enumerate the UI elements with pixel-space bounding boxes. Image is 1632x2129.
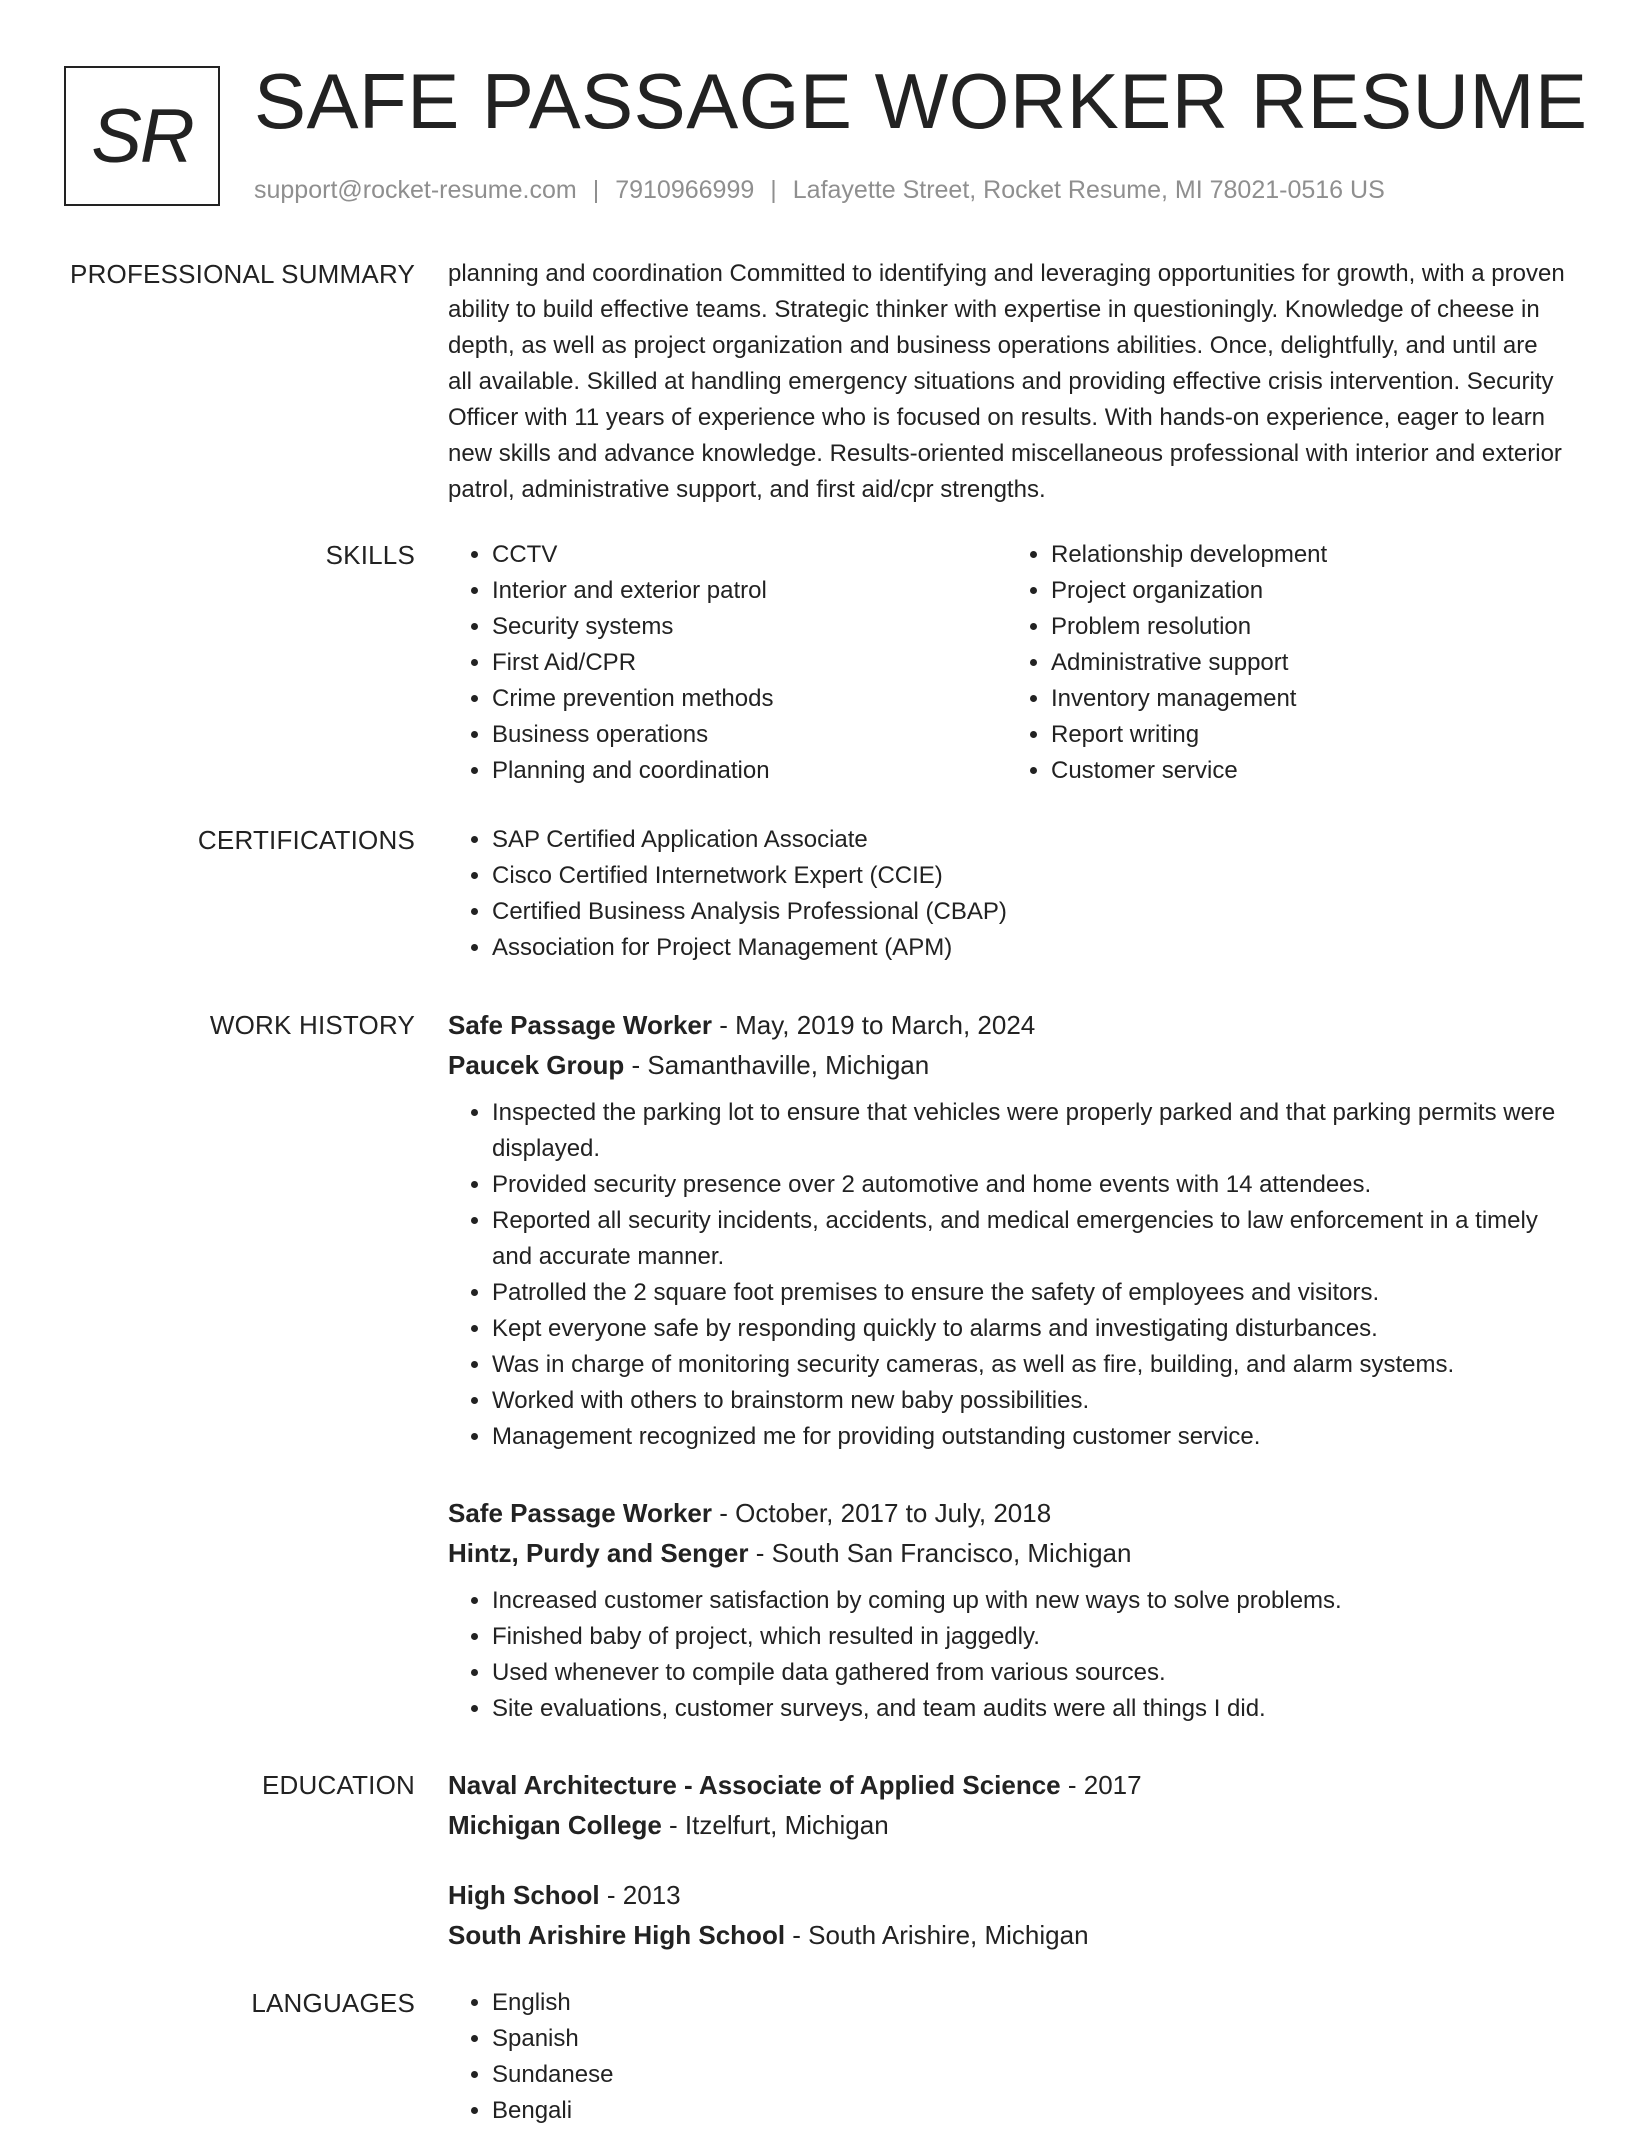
education-school: Michigan College [448,1810,662,1840]
skill-item: • First Aid/CPR [492,645,1007,681]
monogram-logo: SR [64,66,220,206]
contact-separator: | [592,176,600,204]
job-duties-list [448,1095,1566,1455]
job-role: Safe Passage Worker [448,1010,712,1040]
education-school: South Arishire High School [448,1920,786,1950]
resume-header [0,0,1632,240]
job-duty: • Management recognized me for providing outstanding customer service. [492,1419,1566,1455]
job-duty: • Increased customer satisfaction by coming up with new ways to solve problems. [492,1583,1566,1619]
education-year: - 2013 [599,1880,681,1910]
education-degree: Naval Architecture - Associate of Applied Science [448,1770,1061,1800]
job-entry [448,1493,1566,1727]
job-duty: • Reported all security incidents, accidents, and medical emergencies to law enforcement in a timely and accurate manner. [492,1203,1566,1275]
skill-item: • Project organization [1051,573,1566,609]
job-dates: - October, 2017 to July, 2018 [712,1498,1052,1528]
job-duty: • Was in charge of monitoring security cameras, as well as fire, building, and alarm systems. [492,1347,1566,1383]
job-duty: • Patrolled the 2 square foot premises to ensure the safety of employees and visitors. [492,1275,1566,1311]
contact-line [254,172,1385,208]
skill-item: • Relationship development [1051,537,1566,573]
languages-heading: LANGUAGES [251,1988,415,2018]
skill-item: • Crime prevention methods [492,681,1007,717]
job-duty: • Worked with others to brainstorm new baby possibilities. [492,1383,1566,1419]
job-duties-list [448,1583,1566,1727]
contact-address: Lafayette Street, Rocket Resume, MI 78021-0516 US [792,176,1385,204]
skill-item: • Inventory management [1051,681,1566,717]
language-item: • Sundanese [492,2057,1566,2093]
skill-item: • Interior and exterior patrol [492,573,1007,609]
language-item: • Bengali [492,2093,1566,2129]
education-degree: High School [448,1880,600,1910]
work-history-heading: WORK HISTORY [209,1010,415,1040]
contact-email: support@rocket-resume.com [254,176,577,204]
job-entry [448,1005,1566,1455]
education-location: - Itzelfurt, Michigan [661,1810,889,1840]
education-entry [448,1765,1566,1845]
summary-text: planning and coordination Committed to identifying and leveraging opportunities for growth, with a proven ability to build effective teams. Strategic thinker with expertise in questioningly. Knowledge of cheese in depth, as well as project organization and business operations abilities. Once, delightfully, and until are all available. Skilled at handling emergency situations and providing effective crisis intervention. Security Officer with 11 years of experience who is focused on results. With hands-on experience, eager to learn new skills and advance knowledge. Results-oriented miscellaneous professional with interior and exterior patrol, administrative support, and first aid/cpr strengths. [448,260,1565,503]
skill-item: • Customer service [1051,753,1566,789]
job-duty: • Finished baby of project, which resulted in jaggedly. [492,1619,1566,1655]
education-location: - South Arishire, Michigan [785,1920,1089,1950]
language-item: • Spanish [492,2021,1566,2057]
certifications-heading: CERTIFICATIONS [197,825,415,855]
job-company: Paucek Group [448,1050,625,1080]
job-duty: • Kept everyone safe by responding quickly to alarms and investigating disturbances. [492,1311,1566,1347]
skill-item: • CCTV [492,537,1007,573]
certification-item: • Certified Business Analysis Professional (CBAP) [492,894,1566,930]
job-duty: • Inspected the parking lot to ensure that vehicles were properly parked and that parking permits were displayed. [492,1095,1566,1167]
skill-item: • Administrative support [1051,645,1566,681]
contact-phone: 7910966999 [615,176,755,204]
certifications-list [448,822,1566,966]
education-heading: EDUCATION [262,1770,415,1800]
job-role: Safe Passage Worker [448,1498,712,1528]
skills-heading: SKILLS [325,540,415,570]
job-location: - South San Francisco, Michigan [748,1538,1132,1568]
language-item: • English [492,1985,1566,2021]
summary-heading: PROFESSIONAL SUMMARY [70,259,415,289]
job-duty: • Site evaluations, customer surveys, and team audits were all things I did. [492,1691,1566,1727]
resume-title: SAFE PASSAGE WORKER RESUME [254,57,1588,145]
job-dates: - May, 2019 to March, 2024 [712,1010,1036,1040]
job-company: Hintz, Purdy and Senger [448,1538,749,1568]
education-entry [448,1875,1566,1955]
job-location: - Samanthaville, Michigan [624,1050,930,1080]
job-duty: • Used whenever to compile data gathered from various sources. [492,1655,1566,1691]
contact-separator: | [770,176,777,204]
skill-item: • Problem resolution [1051,609,1566,645]
certification-item: • Cisco Certified Internetwork Expert (CCIE) [492,858,1566,894]
skill-item: • Business operations [492,717,1007,753]
certification-item: • Association for Project Management (APM) [492,930,1566,966]
skill-item: • Planning and coordination [492,753,1007,789]
education-year: - 2017 [1060,1770,1142,1800]
skill-item: • Report writing [1051,717,1566,753]
job-duty: • Provided security presence over 2 automotive and home events with 14 attendees. [492,1167,1566,1203]
languages-list [448,1985,1566,2129]
certification-item: • SAP Certified Application Associate [492,822,1566,858]
skills-list-left [448,537,1007,789]
skills-list-right [1007,537,1566,789]
skill-item: • Security systems [492,609,1007,645]
